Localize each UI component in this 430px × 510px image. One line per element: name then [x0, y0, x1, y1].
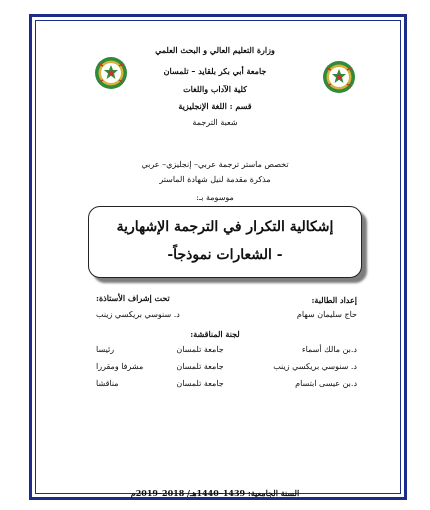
- supervisor-name: د. سنوسي بريكسي زينب: [96, 310, 180, 319]
- thesis-title-line-1: إشكالية التكرار في الترجمة الإشهارية: [116, 219, 334, 235]
- section-name: شعبة الترجمة: [192, 118, 238, 127]
- committee-member-institution: جامعة تلمسان: [176, 362, 224, 371]
- committee-member-role: رئيسا: [96, 345, 115, 354]
- committee-member-name: د.بن عيسى ابتسام: [295, 379, 357, 388]
- specialty-line: تخصص ماستر ترجمة عربي– إنجليزي– عربي: [141, 160, 289, 169]
- thesis-title-line-2: - الشعارات نموذجاً-: [167, 247, 283, 263]
- thesis-title-box: [88, 206, 362, 278]
- supervisor-label: تحت إشراف الأستاذة:: [96, 293, 170, 303]
- titled-label: موسومة بـ:: [196, 193, 234, 202]
- student-label: إعداد الطالبة:: [311, 295, 357, 305]
- thesis-type-line: مذكرة مقدمة لنيل شهادة الماستر: [159, 175, 271, 184]
- committee-member-name: د. سنوسي بريكسي زينب: [273, 362, 357, 371]
- committee-title: لجنة المناقشة:: [190, 329, 240, 339]
- committee-member-institution: جامعة تلمسان: [176, 379, 224, 388]
- committee-member-role: مشرفا ومقررا: [96, 362, 144, 371]
- student-name: حاج سليمان سهام: [296, 310, 357, 319]
- ministry-name: وزارة التعليم العالي و البحث العلمي: [155, 45, 275, 55]
- committee-member-role: مناقشا: [96, 379, 119, 388]
- academic-year: السنة الجامعية: 1439–1440هـ/ 2018–2019م: [130, 488, 300, 498]
- university-name: جامعة أبي بكر بلقايد – تلمسان: [163, 66, 267, 76]
- department-name: قسم : اللغة الإنجليزية: [178, 101, 252, 111]
- faculty-name: كلية الآداب واللغات: [183, 84, 247, 94]
- committee-member-institution: جامعة تلمسان: [176, 345, 224, 354]
- committee-member-name: د.بن مالك أسماء: [301, 345, 357, 354]
